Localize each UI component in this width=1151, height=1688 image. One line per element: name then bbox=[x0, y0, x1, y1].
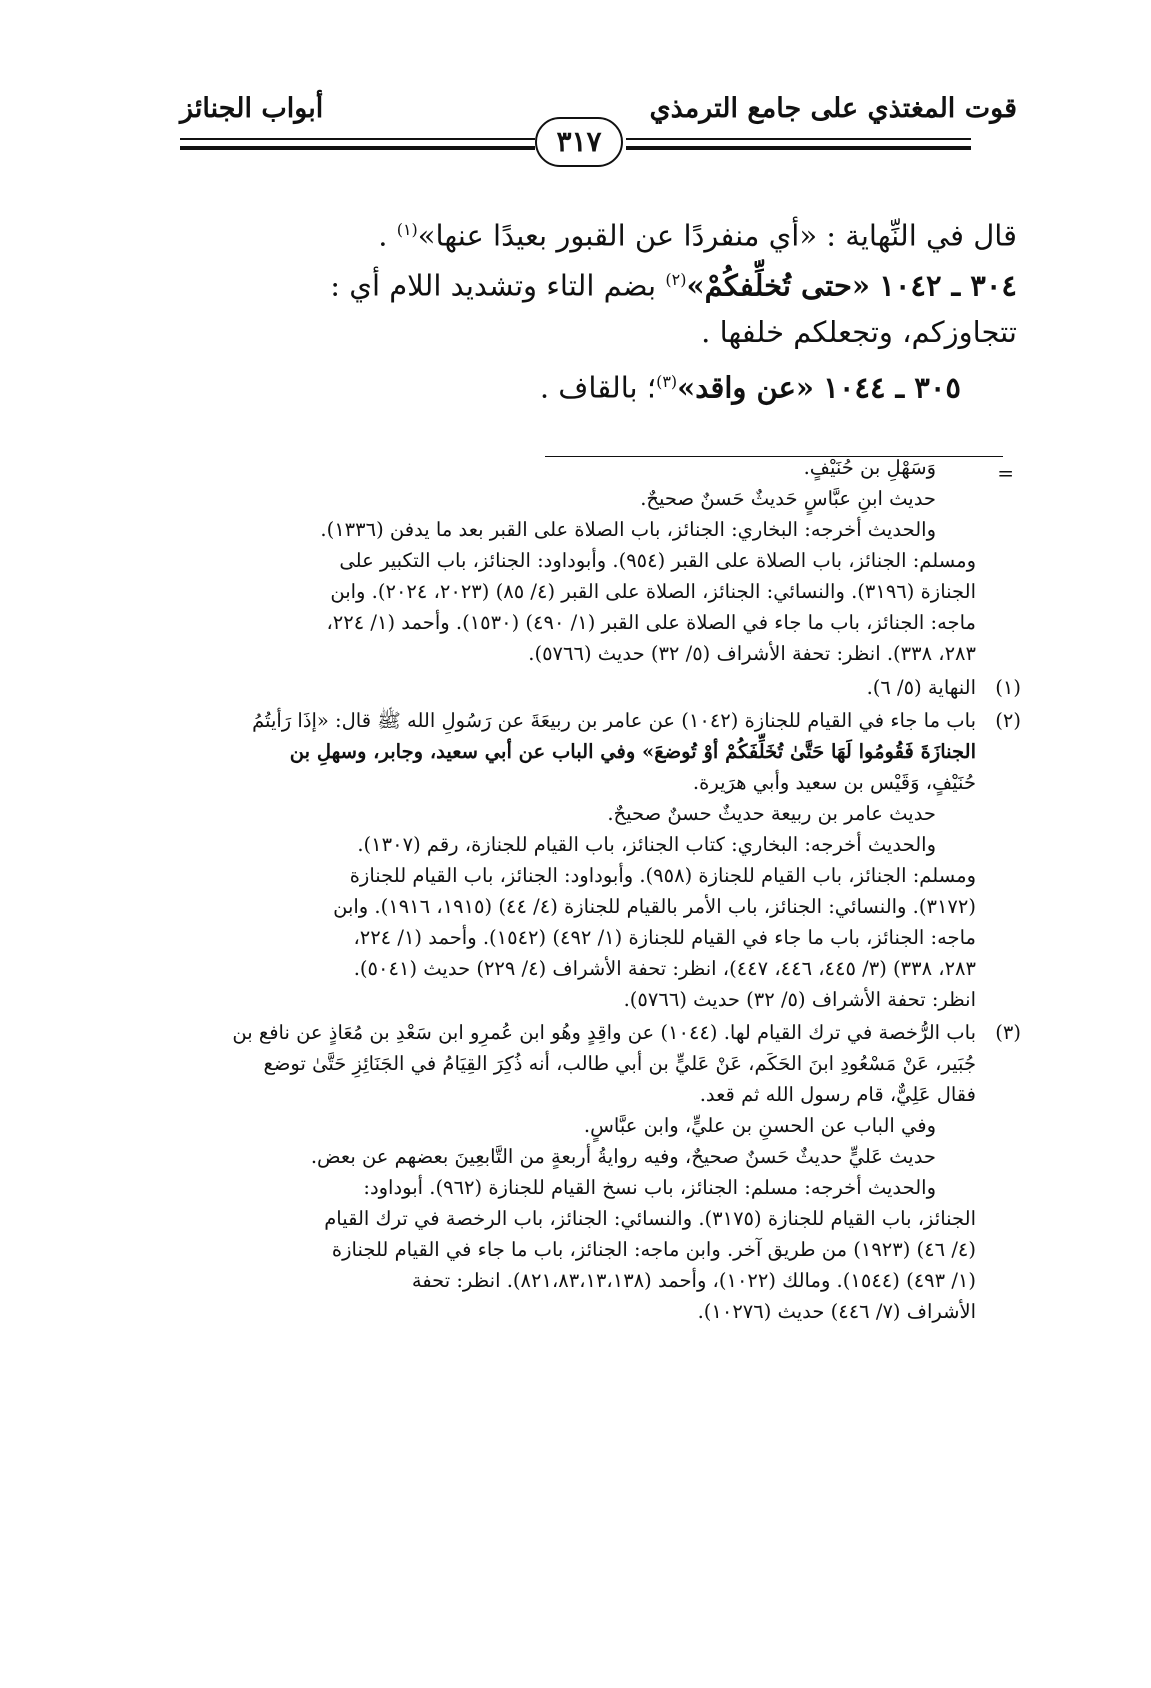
footnote-ref-3: (٣) bbox=[656, 372, 678, 391]
entry-304-number: ٣٠٤ ـ ١٠٤٢ bbox=[879, 268, 1017, 303]
footnote-line: الأشراف (٧/ ٤٤٦) حديث (١٠٢٧٦). bbox=[697, 1300, 976, 1323]
footnote-line: وَسَهْلِ بن حُنَيْفٍ. bbox=[803, 456, 936, 479]
footnote-ref-1: (١) bbox=[396, 220, 418, 239]
entry-305-heading: «عن واقد» bbox=[677, 370, 815, 405]
footnote-line: ٢٨٣، ٣٣٨). انظر: تحفة الأشراف (٥/ ٣٢) حديث (٥٧٦٦). bbox=[528, 642, 976, 665]
footnote-line: حُنَيْفٍ، وَقَيْس بن سعيد وأبي هرَيرة. bbox=[692, 771, 976, 794]
footnote-line: النهاية (٥/ ٦). bbox=[866, 676, 976, 699]
main-line-1-end: . bbox=[378, 218, 397, 253]
footnote-line: والحديث أخرجه: البخاري: كتاب الجنائز، باب القيام للجنازة، رقم (١٣٠٧). bbox=[357, 833, 936, 856]
footnote-ref-2: (٢) bbox=[665, 270, 687, 289]
entry-305-text: ؛ بالقاف . bbox=[539, 370, 657, 405]
header-rule-right-top bbox=[626, 138, 971, 140]
footnote-line: انظر: تحفة الأشراف (٥/ ٣٢) حديث (٥٧٦٦). bbox=[623, 988, 976, 1011]
footnote-3-number: (٣) bbox=[995, 1021, 1021, 1044]
footnote-line: ماجه: الجنائز، باب ما جاء في الصلاة على القبر (١/ ٤٩٠) (١٥٣٠). وأحمد (١/ ٢٢٤، bbox=[326, 611, 976, 634]
footnote-line: الجنازة (٣١٩٦). والنسائي: الجنائز، الصلاة على القبر (٤/ ٨٥) (٢٠٢٣، ٢٠٢٤). وابن bbox=[330, 580, 976, 603]
main-line-1 bbox=[137, 210, 1017, 256]
footnote-line: باب ما جاء في القيام للجنازة (١٠٤٢) عن عامر بن ربيعَةَ عن رَسُولِ الله ﷺ قال: «إذَا رَأيتُمُ bbox=[252, 709, 976, 732]
footnote-line: والحديث أخرجه: البخاري: الجنائز، باب الصلاة على القبر بعد ما يدفن (١٣٣٦). bbox=[320, 518, 936, 541]
footnote-line: جُبَير، عَنْ مَسْعُودِ ابنَ الحَكَم، عَنْ عَليٍّ بن أبي طالب، أنه ذُكِرَ القِيَامُ في الجَنَائِزِ حَتَّىٰ توضع bbox=[263, 1052, 976, 1075]
footnote-line: باب الرُّخصة في ترك القيام لها. (١٠٤٤) عن واقِدٍ وهُو ابن عُمرِو ابن سَعْدِ بن مُعَاذٍ عن نافع بن bbox=[232, 1021, 976, 1044]
footnote-line: الجنازَةَ فَقُومُوا لَهَا حَتَّىٰ تُخَلِّفَكُمْ أوْ تُوضعَ» وفي الباب عن أبي سعيد، وجابر، وسهلِ بن bbox=[289, 740, 976, 763]
footnote-3 bbox=[181, 1017, 976, 1327]
continuation-mark: = bbox=[997, 461, 1014, 485]
entry-305 bbox=[141, 362, 961, 408]
entry-304 bbox=[137, 260, 1017, 306]
footnote-line: ماجه: الجنائز، باب ما جاء في القيام للجنازة (١/ ٤٩٢) (١٥٤٢). وأحمد (١/ ٢٢٤، bbox=[353, 926, 976, 949]
footnote-line: ٢٨٣، ٣٣٨) (٣/ ٤٤٥، ٤٤٦، ٤٤٧)، انظر: تحفة الأشراف (٤/ ٢٢٩) حديث (٥٠٤١). bbox=[353, 957, 976, 980]
entry-304-continuation: تتجاوزكم، وتجعلكم خلفها . bbox=[701, 315, 1017, 349]
footnote-1 bbox=[181, 672, 976, 703]
footnote-line: فقال عَلِيٌّ، قام رسول الله ثم قعد. bbox=[699, 1083, 976, 1106]
main-line-1-text: قال في النِّهاية : «أي منفردًا عن القبور بعيدًا عنها» bbox=[417, 218, 1017, 253]
page-number: ٣١٧ bbox=[535, 117, 623, 167]
footnote-line: (٣١٧٢). والنسائي: الجنائز، باب الأمر بالقيام للجنازة (٤/ ٤٤) (١٩١٥، ١٩١٦). وابن bbox=[333, 895, 976, 918]
chapter-title: أبواب الجنائز bbox=[180, 93, 324, 124]
footnote-line: حديث عَليٍّ حديثٌ حَسنٌ صحيحٌ، وفيه روايةُ أربعةٍ من التَّابعِينَ بعضهم عن بعض. bbox=[310, 1145, 936, 1168]
footnote-1-number: (١) bbox=[995, 676, 1021, 699]
entry-305-number: ٣٠٥ ـ ١٠٤٤ bbox=[823, 370, 961, 405]
footnote-2 bbox=[181, 705, 976, 1015]
header-rule-right-bottom bbox=[626, 146, 971, 150]
footnote-line: ومسلم: الجنائز، باب الصلاة على القبر (٩٥٤). وأبوداود: الجنائز، باب التكبير على bbox=[339, 549, 976, 572]
footnote-line: حديث عامر بن ربيعة حديثٌ حسنٌ صحيحٌ. bbox=[607, 802, 936, 825]
entry-304-heading: «حتى تُخلِّفكُمْ» bbox=[686, 268, 871, 303]
footnote-line: (١/ ٤٩٣) (١٥٤٤). ومالك (١٠٢٢)، وأحمد (٨٢١،٨٣،١٣،١٣٨). انظر: تحفة bbox=[411, 1269, 976, 1292]
footnote-line: ومسلم: الجنائز، باب القيام للجنازة (٩٥٨). وأبوداود: الجنائز، باب القيام للجنازة bbox=[349, 864, 976, 887]
footnote-line: حديث ابنِ عبَّاسٍ حَديثٌ حَسنٌ صحيحٌ. bbox=[640, 487, 936, 510]
footnote-line: الجنائز، باب القيام للجنازة (٣١٧٥). والنسائي: الجنائز، باب الرخصة في ترك القيام bbox=[324, 1207, 976, 1230]
footnote-line: (٤/ ٤٦) (١٩٢٣) من طريق آخر. وابن ماجه: الجنائز، باب ما جاء في القيام للجنازة bbox=[331, 1238, 976, 1261]
entry-304-text: بضم التاء وتشديد اللام أي : bbox=[330, 268, 666, 303]
footnote-2-number: (٢) bbox=[995, 709, 1021, 732]
header-rule-left-top bbox=[180, 138, 535, 140]
header-rule-left-bottom bbox=[180, 146, 535, 150]
footnote-line: والحديث أخرجه: مسلم: الجنائز، باب نسخ القيام للجنازة (٩٦٢). أبوداود: bbox=[363, 1176, 936, 1199]
book-title: قوت المغتذي على جامع الترمذي bbox=[649, 93, 1017, 124]
footnote-line: وفي الباب عن الحسنِ بن عليٍّ، وابن عبَّاسٍ. bbox=[583, 1114, 936, 1137]
footnote-continuation bbox=[181, 452, 976, 669]
